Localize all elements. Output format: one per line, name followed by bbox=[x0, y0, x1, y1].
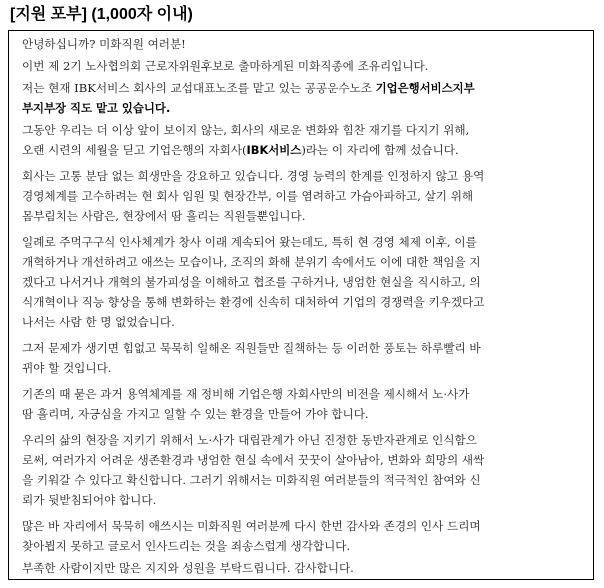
paragraph-vision bbox=[22, 384, 582, 424]
company-highlight: IBK서비스 bbox=[246, 143, 302, 157]
paragraph-history bbox=[22, 120, 582, 160]
text-line: 회사는 고통 분담 없는 희생만을 강요하고 있습니다. 경영 능력의 한계를 인정하지 않고 용역 bbox=[22, 169, 485, 183]
text-line: 식개혁이나 직능 향상을 통해 변화하는 환경에 신속히 대처하여 기업의 경쟁력을 키우겠다고 bbox=[22, 295, 485, 309]
text-line: 안녕하십니까? 미화직원 여러분! bbox=[22, 37, 186, 51]
letter-body bbox=[22, 34, 582, 580]
text-line: 겠다고 나서거나 개혁의 불가피성을 이해하고 협조를 구하거나, 냉엄한 현실을 직시하고, 의 bbox=[22, 275, 481, 289]
paragraph-introduction bbox=[22, 56, 582, 76]
text-line: 그저 문제가 생기면 힘없고 묵묵히 일해온 직원들만 질책하는 등 이러한 풍토는 하루빨리 바 bbox=[22, 341, 481, 355]
text-line: 기존의 때 묻은 과거 용역체계를 재 정비해 기업은행 자회사만의 비전을 제시해서 노·사가 bbox=[22, 387, 470, 401]
text-line: 로써, 여러가지 어려운 생존환경과 냉엄한 현실 속에서 꿋꿋이 살아남아, 변화와 희망의 새싹 bbox=[22, 453, 485, 467]
text-line: 뢰가 뒷받침되어야 합니다. bbox=[22, 493, 157, 507]
history-suffix: )라는 이 자리에 함께 섰습니다. bbox=[301, 143, 459, 157]
text-line: 일례로 주먹구구식 인사체계가 창사 이래 계속되어 왔는데도, 특히 현 경영 체제 이후, 이를 bbox=[22, 235, 477, 249]
text-line bbox=[22, 98, 582, 118]
text-line: 이번 제 2기 노사협의회 근로자위원후보로 출마하게된 미화직종에 조유리입니다. bbox=[22, 59, 429, 73]
page-title: [지원 포부] (1,000자 이내) bbox=[10, 6, 193, 23]
text-line: 부족한 사람이지만 많은 지지와 성원을 부탁드립니다. 감사합니다. bbox=[22, 561, 354, 575]
text-line: 을 키워갈 수 있다고 확신합니다. 그러기 위해서는 미화직원 여러분들의 적극적인 참여와 신 bbox=[22, 473, 481, 487]
paragraph-example bbox=[22, 232, 582, 332]
paragraph-problem bbox=[22, 166, 582, 226]
union-highlight: 기업은행서비스지부 bbox=[375, 81, 475, 95]
paragraph-culture bbox=[22, 338, 582, 378]
paragraph-thanks bbox=[22, 516, 582, 556]
text-line bbox=[22, 140, 582, 160]
text-line: 몸부림치는 사람은, 현장에서 땀 흘리는 직원들뿐입니다. bbox=[22, 209, 306, 223]
text-line bbox=[22, 78, 582, 98]
text-line: 경영체계를 고수하려는 현 회사 임원 및 현장간부, 이를 염려하고 가슴아파하고, 살기 위해 bbox=[22, 189, 474, 203]
text-line: 많은 바 자리에서 묵묵히 애쓰시는 미화직원 여러분께 다시 한번 감사와 존경의 인사 드리며 bbox=[22, 519, 481, 533]
history-text: 오랜 시련의 세월을 딛고 기업은행의 자회사( bbox=[22, 143, 247, 157]
text-line: 개혁하거나 개선하려고 애쓰는 모습이나, 조직의 화해 분위기 속에서도 이에 대한 책임을 지 bbox=[22, 255, 481, 269]
text-line: 우리의 삶의 현장을 지키기 위해서 노·사가 대립관계가 아닌 진정한 동반자관계로 인식함으 bbox=[22, 433, 477, 447]
text-line: 찾아뵙지 못하고 글로서 인사드리는 것을 죄송스럽게 생각합니다. bbox=[22, 539, 351, 553]
paragraph-partnership bbox=[22, 430, 582, 510]
text-line: 땀 흘리며, 자긍심을 가지고 일할 수 있는 환경을 만들어 가야 합니다. bbox=[22, 407, 369, 421]
role-text: 저는 현재 IBK서비스 회사의 교섭대표노조를 맡고 있는 공공운수노조 bbox=[22, 81, 376, 95]
text-line: 그동안 우리는 더 이상 앞이 보이지 않는, 회사의 새로운 변화와 힘찬 재기를 다지기 위해, bbox=[22, 123, 470, 137]
paragraph-greeting bbox=[22, 34, 582, 54]
text-line: 나서는 사람 한 명 없었습니다. bbox=[22, 315, 175, 329]
union-highlight-cont: 부지부장 직도 맡고 있습니다. bbox=[22, 101, 171, 115]
text-line: 뀌야 할 것입니다. bbox=[22, 361, 112, 375]
paragraph-role bbox=[22, 78, 582, 118]
paragraph-closing bbox=[22, 558, 582, 578]
